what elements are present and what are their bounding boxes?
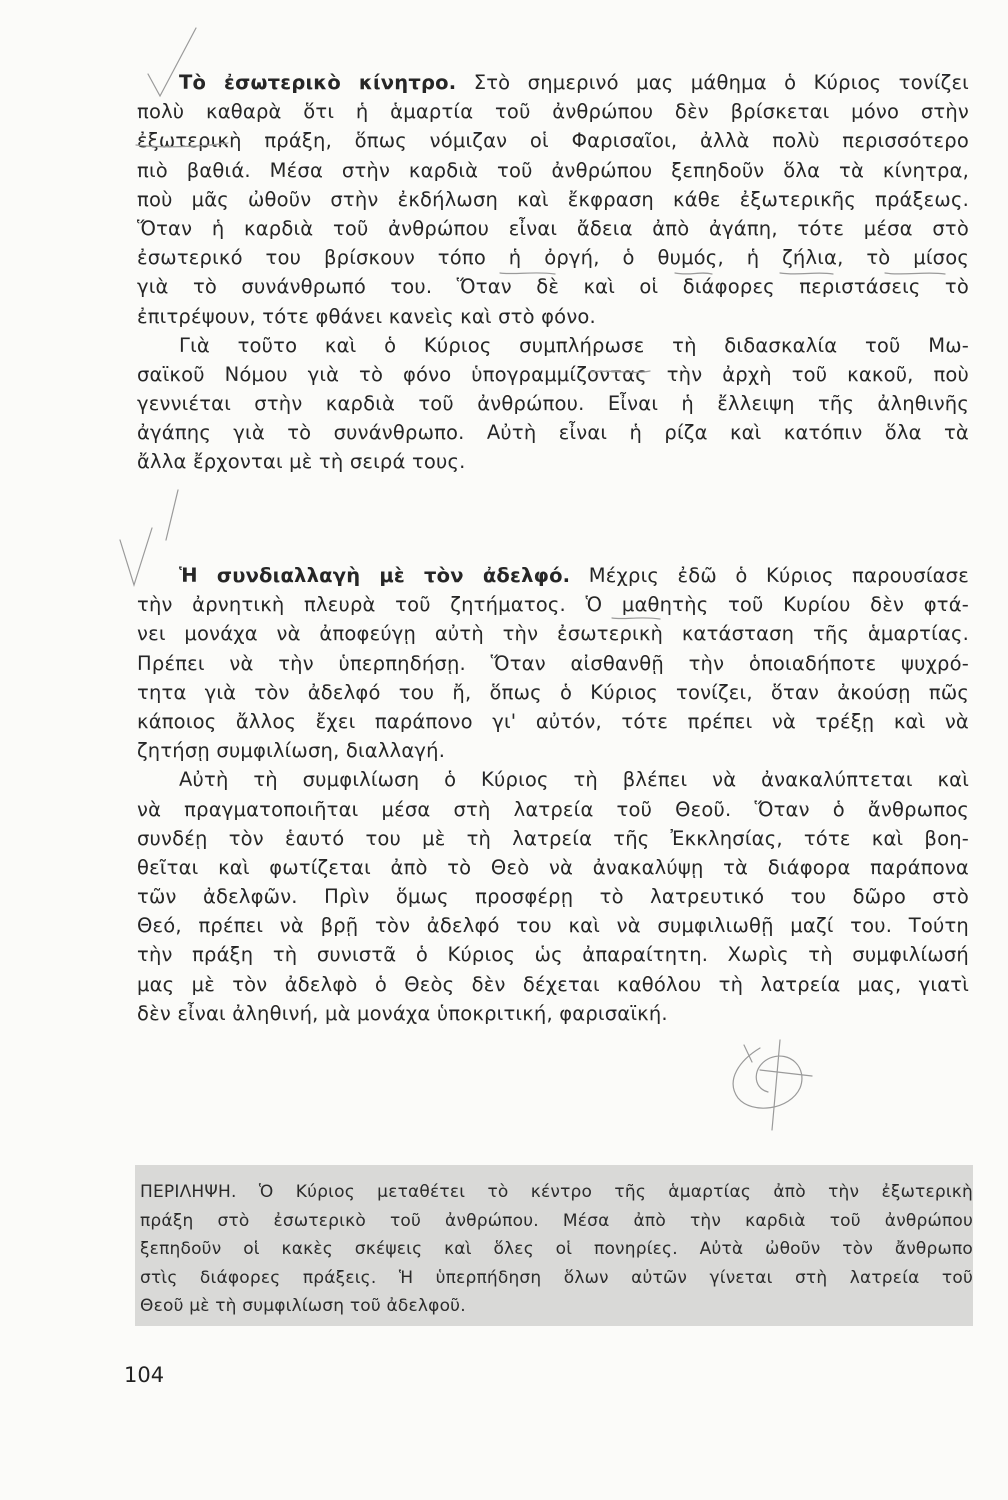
text-line: μας μὲ τὸν ἀδελφὸ ὁ Θεὸς δὲν δέχεται καθόλου τὴ λατρεία μας, γιατὶ: [137, 972, 969, 996]
text-line: ἐπιτρέψουν, τότε φθάνει κανεὶς καὶ στὸ φόνο.: [137, 304, 596, 328]
section-2-first-line: [137, 561, 969, 590]
text-line: Γιὰ τοῦτο καὶ ὁ Κύριος συμπλήρωσε τὴ διδασκαλία τοῦ Μω-: [179, 333, 969, 357]
text-line: γιὰ τὸ συνάνθρωπό του. Ὅταν δὲ καὶ οἱ διάφορες περιστάσεις τὸ: [137, 275, 969, 299]
section-2-first-line-text: Μέχρις ἐδῶ ὁ Κύριος παρουσίασε: [588, 564, 969, 587]
summary-text: [140, 1178, 973, 1321]
summary-line: Θεοῦ μὲ τὴ συμφιλίωση τοῦ ἀδελφοῦ.: [140, 1296, 466, 1316]
text-line: ἄλλα ἔρχονται μὲ τὴ σειρά τους.: [137, 450, 466, 474]
text-line: συνδέῃ τὸν ἑαυτό του μὲ τὴ λατρεία τῆς Ἐκκλησίας, τότε καὶ βοη-: [137, 826, 969, 850]
text-line: ἐξωτερικὴ πράξη, ὅπως νόμιζαν οἱ Φαρισαῖοι, ἀλλὰ πολὺ περισσότερο: [137, 129, 969, 153]
section-1-first-line-text: Στὸ σημερινό μας μάθημα ὁ Κύριος τονίζει: [473, 71, 969, 94]
text-line: κάποιος ἄλλος ἔχει παράπονο γι' αὐτόν, τότε πρέπει νὰ τρέξῃ καὶ νὰ: [137, 709, 969, 733]
text-line: νὰ πραγματοποιῆται μέσα στὴ λατρεία τοῦ Θεοῦ. Ὅταν ὁ ἄνθρωπος: [137, 797, 969, 821]
text-line: γεννιέται στὴν καρδιὰ τοῦ ἀνθρώπου. Εἶναι ἡ ἔλλειψη τῆς ἀληθινῆς: [137, 392, 969, 416]
text-line: ζητήσῃ συμφιλίωση, διαλλαγή.: [137, 739, 446, 763]
text-line: δὲν εἶναι ἀληθινή, μὰ μονάχα ὑποκριτική, φαρισαϊκή.: [137, 1001, 668, 1025]
text-line: Ὅταν ἡ καρδιὰ τοῦ ἀνθρώπου εἶναι ἄδεια ἀπὸ ἀγάπη, τότε μέσα στὸ: [137, 216, 969, 240]
section-1-first-line: [137, 68, 969, 97]
text-line: πολὺ καθαρὰ ὅτι ἡ ἁμαρτία τοῦ ἀνθρώπου δὲν βρίσκεται μόνο στὴν: [137, 100, 969, 124]
text-line: ποὺ μᾶς ὠθοῦν στὴν ἐκδήλωση καὶ ἔκφραση κάθε ἐξωτερικῆς πράξεως.: [137, 187, 969, 211]
text-line: ἀγάπης γιὰ τὸ συνάνθρωπο. Αὐτὴ εἶναι ἡ ρίζα καὶ κατόπιν ὅλα τὰ: [137, 421, 969, 445]
summary-line: ξεπηδοῦν οἱ κακὲς σκέψεις καὶ ὅλες οἱ πονηρίες. Αὐτὰ ὠθοῦν τὸν ἄνθρωπο: [140, 1239, 973, 1259]
text-line: Πρέπει νὰ τὴν ὑπερπηδήσῃ. Ὅταν αἰσθανθῇ τὴν ὁποιαδήποτε ψυχρό-: [137, 651, 969, 675]
summary-line: ΠΕΡΙΛΗΨΗ. Ὁ Κύριος μεταθέτει τὸ κέντρο τῆς ἁμαρτίας ἀπὸ τὴν ἐξωτερικὴ: [140, 1182, 973, 1202]
section-reconciliation: [137, 561, 969, 1028]
text-line: θεῖται καὶ φωτίζεται ἀπὸ τὸ Θεὸ νὰ ἀνακαλύψῃ τὰ διάφορα παράπονα: [137, 855, 969, 879]
text-line: τητα γιὰ τὸν ἀδελφό του ἤ, ὅπως ὁ Κύριος τονίζει, ὅταν ἀκούσῃ πῶς: [137, 680, 969, 704]
text-line: σαϊκοῦ Νόμου γιὰ τὸ φόνο ὑπογραμμίζοντας τὴν ἀρχὴ τοῦ κακοῦ, ποὺ: [137, 362, 969, 386]
text-line: τὴν πράξη τὴ συνιστᾶ ὁ Κύριος ὡς ἀπαραίτητη. Χωρὶς τὴ συμφιλίωσή: [137, 943, 969, 967]
text-line: Αὐτὴ τὴ συμφιλίωση ὁ Κύριος τὴ βλέπει νὰ ἀνακαλύπτεται καὶ: [179, 768, 969, 792]
text-line: Θεό, πρέπει νὰ βρῇ τὸν ἀδελφό του καὶ νὰ συμφιλιωθῇ μαζί του. Τούτη: [137, 914, 969, 938]
slash-mark: [166, 490, 178, 540]
section-1-heading: Τὸ ἐσωτερικὸ κίνητρο.: [179, 71, 457, 94]
text-line: ἐσωτερικό του βρίσκουν τόπο ἡ ὀργή, ὁ θυμός, ἡ ζήλια, τὸ μίσος: [137, 246, 969, 270]
section-2-heading: Ἡ συνδιαλλαγὴ μὲ τὸν ἀδελφό.: [179, 564, 571, 587]
text-line: νει μονάχα νὰ ἀποφεύγῃ αὐτὴ τὴν ἐσωτερικὴ κατάσταση τῆς ἁμαρτίας.: [137, 622, 969, 646]
summary-line: στὶς διάφορες πράξεις. Ἡ ὑπερπήδηση ὅλων αὐτῶν γίνεται στὴ λατρεία τοῦ: [140, 1267, 973, 1288]
summary-line: πράξη στὸ ἐσωτερικὸ τοῦ ἀνθρώπου. Μέσα ἀπὸ τὴν καρδιὰ τοῦ ἀνθρώπου: [140, 1210, 973, 1231]
page-number: 104: [124, 1363, 165, 1387]
section-inner-motive: [137, 68, 969, 477]
text-line: τὴν ἀρνητικὴ πλευρὰ τοῦ ζητήματος. Ὁ μαθητὴς τοῦ Κυρίου δὲν φτά-: [137, 593, 969, 617]
text-line: πιὸ βαθιά. Μέσα στὴν καρδιὰ τοῦ ἀνθρώπου ξεπηδοῦν ὅλα τὰ κίνητρα,: [137, 158, 969, 182]
text-line: τῶν ἀδελφῶν. Πρὶν ὅμως προσφέρῃ τὸ λατρευτικό του δῶρο στὸ: [137, 885, 969, 909]
signature-scribble: [733, 1040, 812, 1130]
